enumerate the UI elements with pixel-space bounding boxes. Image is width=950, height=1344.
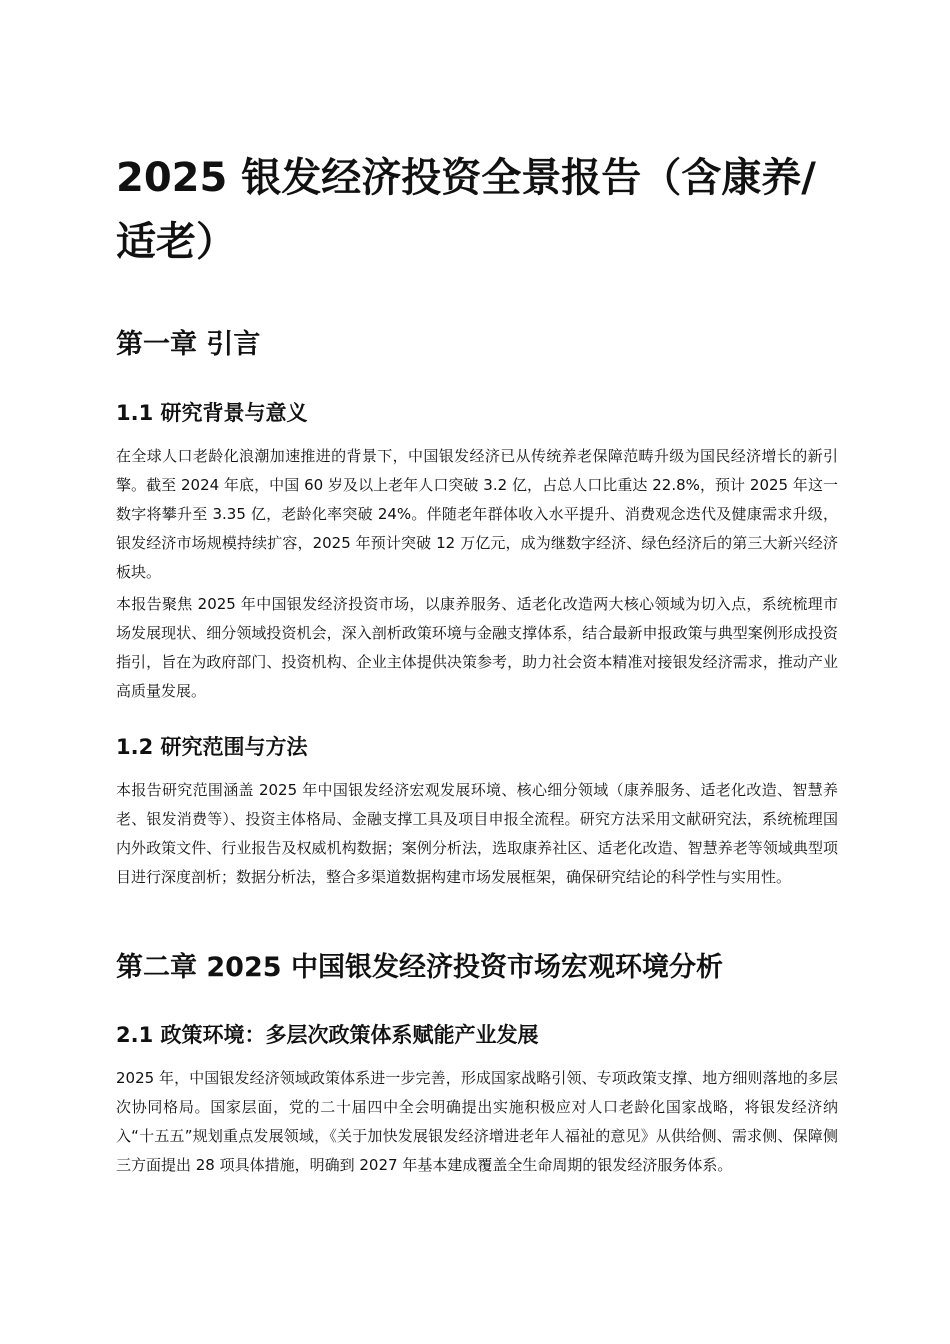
section-1-1-heading: 1.1 研究背景与意义 bbox=[116, 401, 308, 425]
section-1-1-paragraph-1: 在全球人口老龄化浪潮加速推进的背景下，中国银发经济已从传统养老保障范畴升级为国民经济增长的新引擎。截至 2024 年底，中国 60 岁及以上老年人口突破 3.2 亿，占总人口比重达 22.8%，预计 2025 年这一数字将攀升至 3.35 亿，老龄化率突破 24%。伴随老年群体收入水平提升、消费观念迭代及健康需求升级，银发经济市场规模持续扩容，2025 年预计突破 12 万亿元，成为继数字经济、绿色经济后的第三大新兴经济板块。 bbox=[116, 447, 838, 581]
section-1-1-paragraph-2: 本报告聚焦 2025 年中国银发经济投资市场，以康养服务、适老化改造两大核心领域为切入点，系统梳理市场发展现状、细分领域投资机会，深入剖析政策环境与金融支撑体系，结合最新申报政策与典型案例形成投资指引，旨在为政府部门、投资机构、企业主体提供决策参考，助力社会资本精准对接银发经济需求，推动产业高质量发展。 bbox=[116, 595, 838, 700]
section-2-1-heading: 2.1 政策环境：多层次政策体系赋能产业发展 bbox=[116, 1023, 539, 1047]
section-1-2-paragraph-1: 本报告研究范围涵盖 2025 年中国银发经济宏观发展环境、核心细分领域（康养服务、适老化改造、智慧养老、银发消费等）、投资主体格局、金融支撑工具及项目申报全流程。研究方法采用文献研究法，系统梳理国内外政策文件、行业报告及权威机构数据；案例分析法，选取康养社区、适老化改造、智慧养老等领域典型项目进行深度剖析；数据分析法，整合多渠道数据构建市场发展框架，确保研究结论的科学性与实用性。 bbox=[116, 781, 838, 886]
chapter-2-heading: 第二章 2025 中国银发经济投资市场宏观环境分析 bbox=[116, 952, 723, 983]
section-2-1-paragraph-1: 2025 年，中国银发经济领域政策体系进一步完善，形成国家战略引领、专项政策支撑、地方细则落地的多层次协同格局。国家层面，党的二十届四中全会明确提出实施积极应对人口老龄化国家战略，将银发经济纳入“十五五”规划重点发展领域，《关于加快发展银发经济增进老年人福祉的意见》从供给侧、需求侧、保障侧三方面提出 28 项具体措施，明确到 2027 年基本建成覆盖全生命周期的银发经济服务体系。 bbox=[116, 1069, 838, 1174]
section-1-2-heading: 1.2 研究范围与方法 bbox=[116, 735, 308, 759]
chapter-1-heading: 第一章 引言 bbox=[116, 329, 261, 360]
document-title: 2025 银发经济投资全景报告（含康养/适老） bbox=[116, 155, 816, 265]
